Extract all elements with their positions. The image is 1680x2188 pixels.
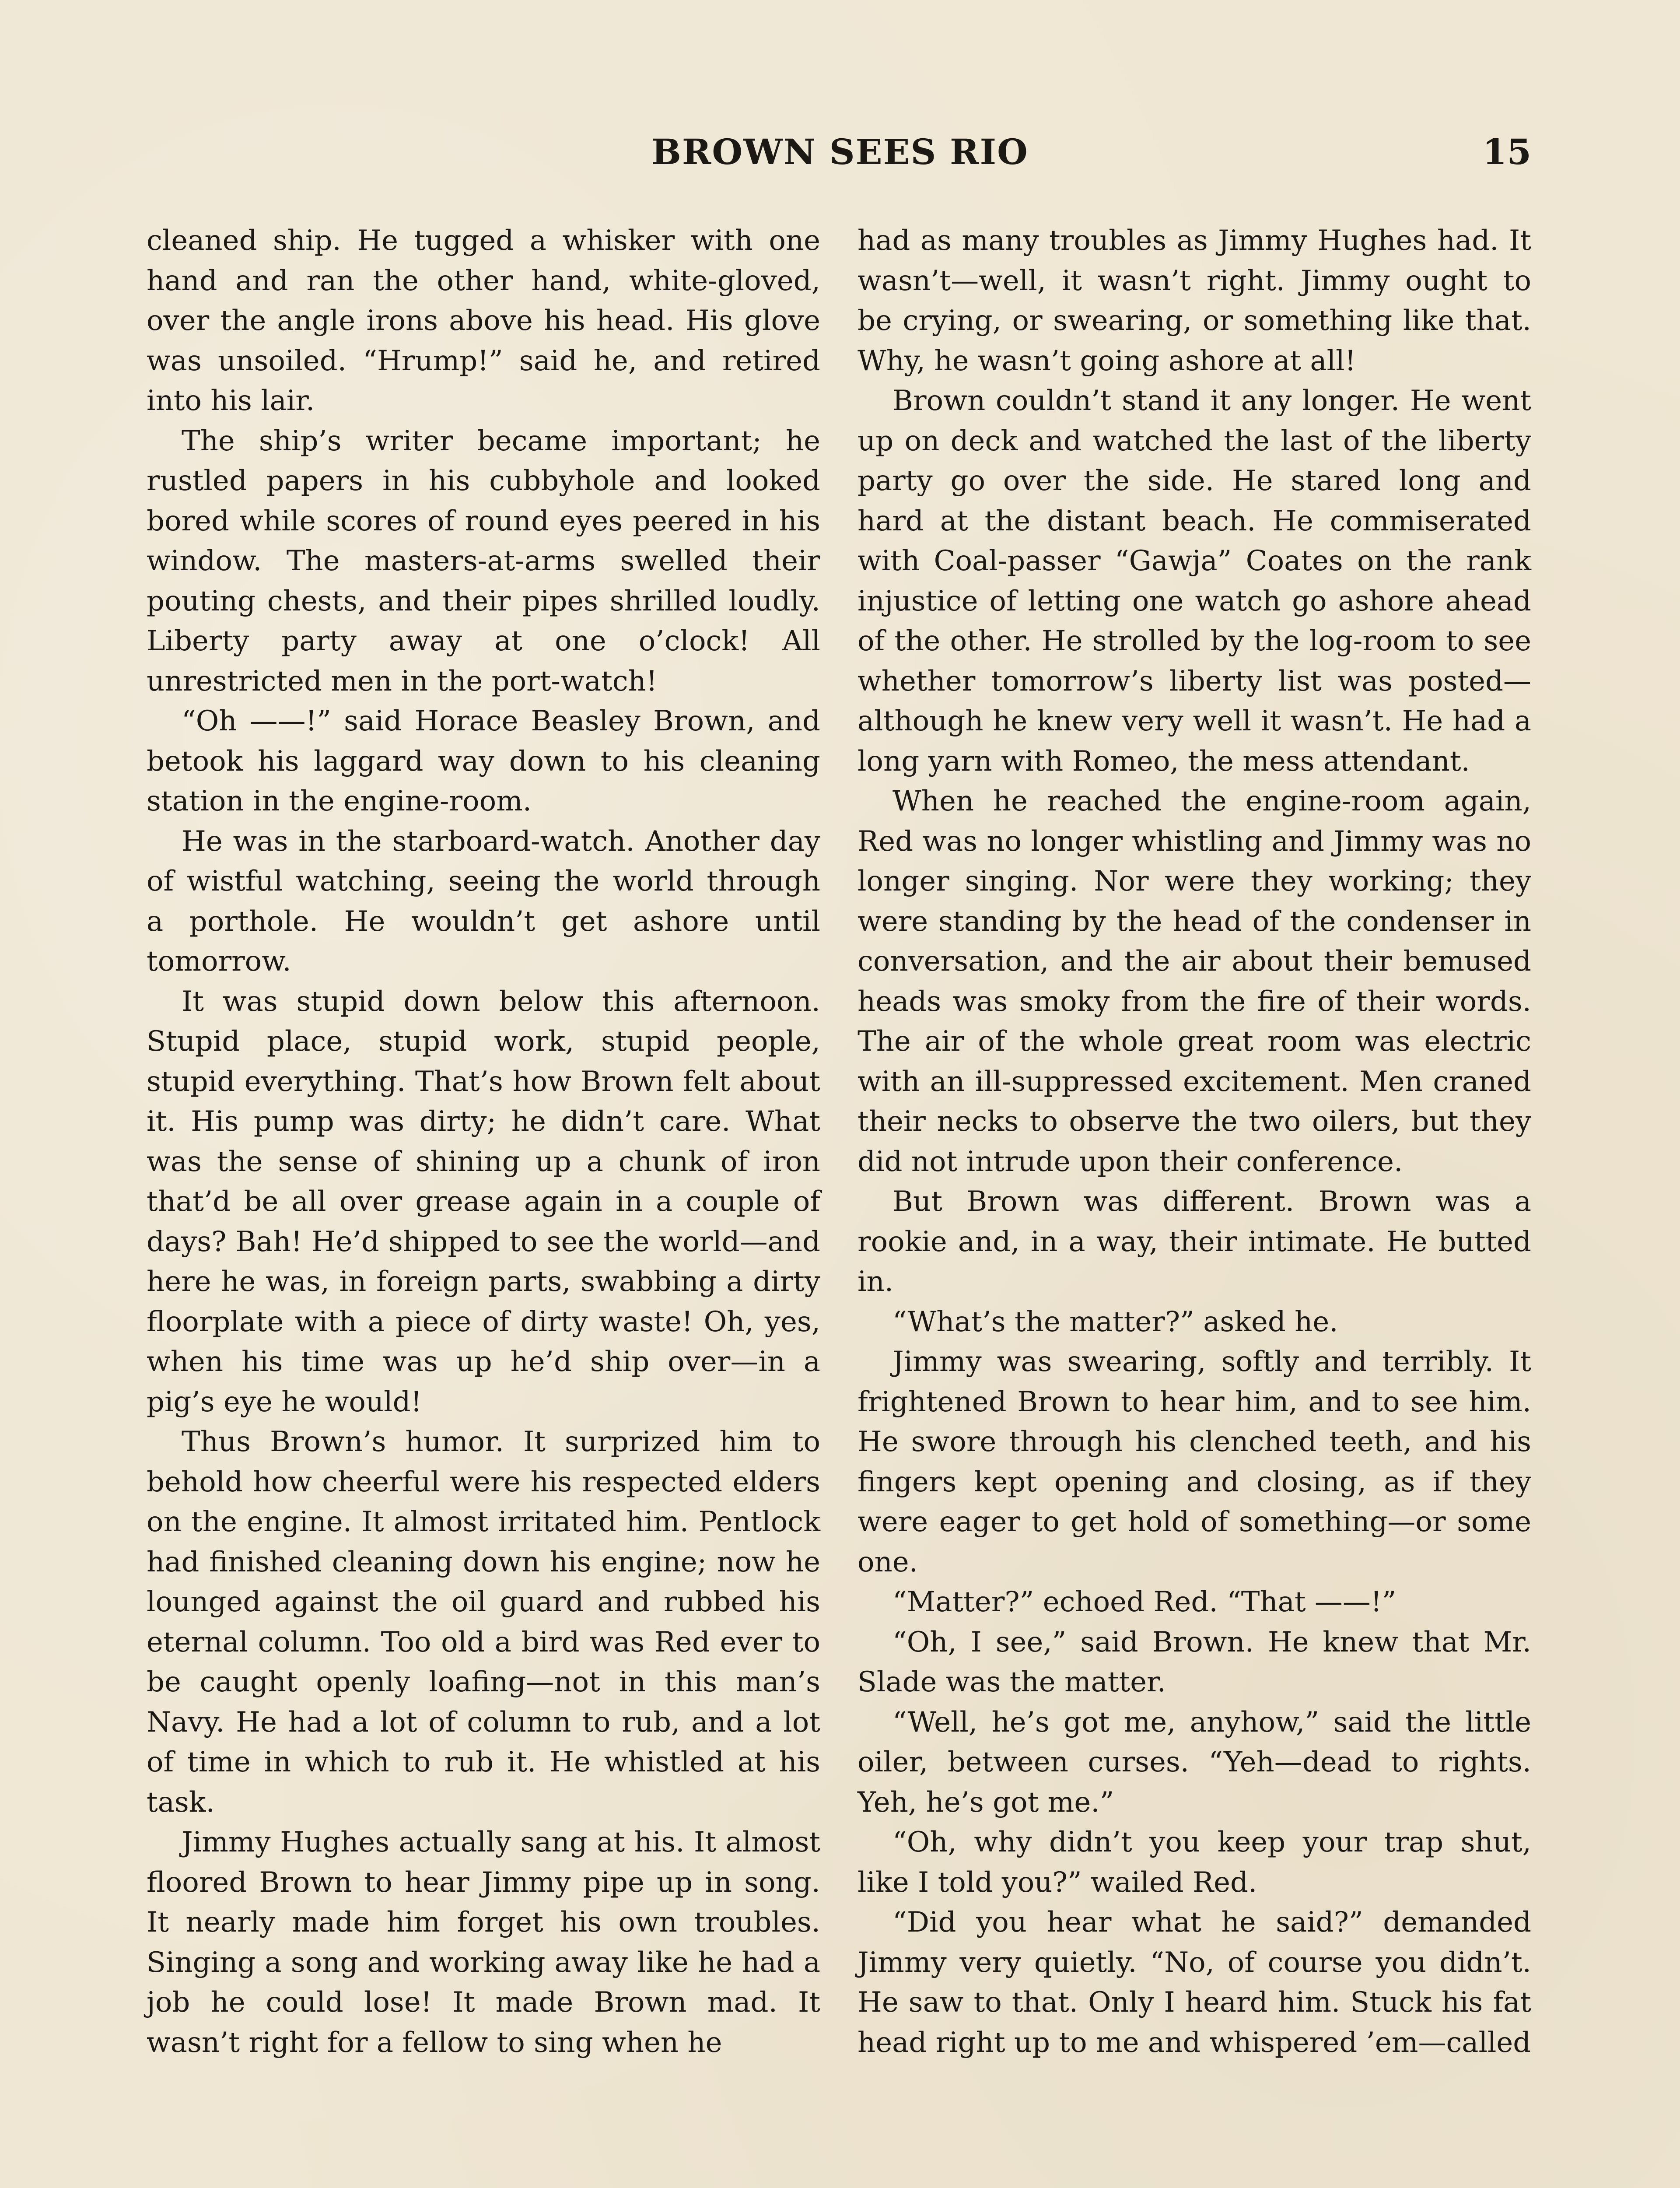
paragraph: “Oh, why didn’t you keep your trap shut, like I told you?” wailed Red. bbox=[858, 1826, 1531, 1899]
paragraph: It was stupid down below this afternoon. Stupid place, stupid work, stupid people, stupid everything. That’s how Brown felt about it. His pump was dirty; he didn’t care. What was the sense of shining up a chunk of iron that’d be all over grease again in a couple of days? Bah! He’d shipped to see the world—and here he was, in foreign parts, swabbing a dirty floorplate with a piece of dirty waste! Oh, yes, when his time was up he’d ship over—in a pig’s eye he would! bbox=[147, 985, 820, 1418]
paragraph: Jimmy Hughes actually sang at his. It almost floored Brown to hear Jimmy pipe up in song. It nearly made him forget his own troubles. Singing a song and working away like he had a job he could lose! It made Brown mad. It wasn’t right for a fellow to sing when he bbox=[147, 1826, 820, 2059]
paragraph: But Brown was different. Brown was a rookie and, in a way, their intimate. He butted in. bbox=[858, 1185, 1531, 1298]
paragraph: The ship’s writer became important; he rustled papers in his cubbyhole and looked bored while scores of round eyes peered in his window. The masters-at-arms swelled their pouting chests, and their pipes shrilled loudly. Liberty party away at one o’clock! All unrestricted men in the port-watch! bbox=[147, 424, 820, 698]
paragraph: Thus Brown’s humor. It surprized him to behold how cheerful were his respected elders on the engine. It almost irritated him. Pentlock had finished cleaning down his engine; now he lounged against the oil guard and rubbed his eternal column. Too old a bird was Red ever to be caught openly loafing—not in this man’s Navy. He had a lot of column to rub, and a lot of time in which to rub it. He whistled at his task. bbox=[147, 1426, 820, 1819]
paragraph: “Did you hear what he said?” demanded Jimmy very quietly. “No, of course you didn’t. He saw to that. Only I heard him. Stuck his fat head right up to me and whispered ’em—called bbox=[858, 1906, 1531, 2059]
paragraph: “Oh ——!” said Horace Beasley Brown, and betook his laggard way down to his cleaning station in the engine-room. bbox=[147, 705, 820, 817]
page-header bbox=[0, 131, 1680, 179]
paragraph: cleaned ship. He tugged a whisker with one hand and ran the other hand, white-gloved, over the angle irons above his head. His glove was unsoiled. “Hrump!” said he, and retired into his lair. bbox=[147, 224, 820, 417]
paragraph: had as many troubles as Jimmy Hughes had. It wasn’t—well, it wasn’t right. Jimmy ought to be crying, or swearing, or something like that. Why, he wasn’t going ashore at all! bbox=[858, 224, 1531, 377]
paragraph: “Well, he’s got me, anyhow,” said the little oiler, between curses. “Yeh—dead to rights. Yeh, he’s got me.” bbox=[858, 1706, 1531, 1819]
paragraph: He was in the starboard-watch. Another day of wistful watching, seeing the world through a porthole. He wouldn’t get ashore until tomorrow. bbox=[147, 825, 820, 978]
paragraph: When he reached the engine-room again, Red was no longer whistling and Jimmy was no longer singing. Nor were they working; they were standing by the head of the condenser in conversation, and the air about their bemused heads was smoky from the fire of their words. The air of the whole great room was electric with an ill-suppressed excitement. Men craned their necks to observe the two oilers, but they did not intrude upon their conference. bbox=[858, 785, 1531, 1178]
paragraph: “What’s the matter?” asked he. bbox=[892, 1305, 1338, 1338]
paragraph: Jimmy was swearing, softly and terribly. It frightened Brown to hear him, and to see him. He swore through his clenched teeth, and his fingers kept opening and closing, as if they were eager to get hold of something—or some one. bbox=[858, 1346, 1531, 1578]
paragraph: Brown couldn’t stand it any longer. He went up on deck and watched the last of the liberty party go over the side. He stared long and hard at the distant beach. He commiserated with Coal-passer “Gawja” Coates on the rank injustice of letting one watch go ashore ahead of the other. He strolled by the log-room to see whether tomorrow’s liberty list was posted—although he knew very well it wasn’t. He had a long yarn with Romeo, the mess attendant. bbox=[858, 385, 1531, 778]
page-number: 15 bbox=[1482, 131, 1531, 172]
paragraph: “Oh, I see,” said Brown. He knew that Mr. Slade was the matter. bbox=[858, 1626, 1531, 1698]
running-title: BROWN SEES RIO bbox=[651, 131, 1029, 172]
right-column bbox=[858, 221, 1531, 2063]
paragraph: “Matter?” echoed Red. “That ——!” bbox=[892, 1586, 1396, 1618]
left-column bbox=[147, 221, 820, 2063]
